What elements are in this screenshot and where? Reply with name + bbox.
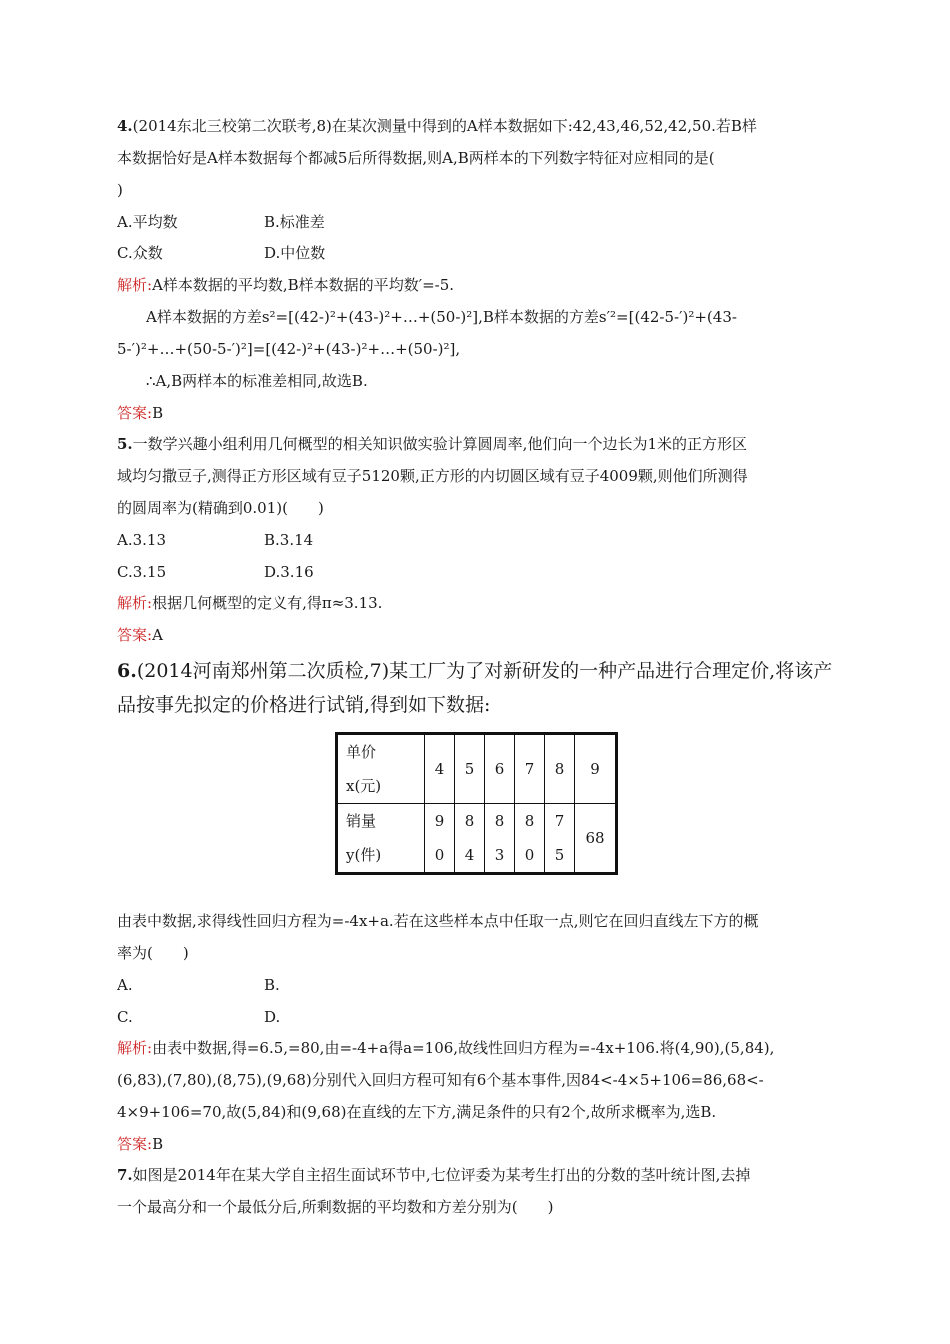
price-label: 单价 bbox=[346, 743, 377, 761]
q4-number: 4. bbox=[117, 117, 133, 135]
q4-stem-1: (2014东北三校第二次联考,8)在某次测量中得到的A样本数据如下:42,43,46,52,42,50.若B样 bbox=[132, 117, 757, 135]
q4-option-d: D.中位数 bbox=[264, 244, 326, 262]
digit-bottom: 4 bbox=[464, 846, 475, 864]
table-cell bbox=[485, 804, 515, 874]
q4-solution-1 bbox=[117, 275, 454, 295]
table-cell: 7 bbox=[515, 734, 545, 804]
q6-solution-text-1: 由表中数据,得=6.5,=80,由=-4+a得a=106,故线性回归方程为=-4x+106.将(4,90),(5,84), bbox=[152, 1039, 775, 1057]
q5-solution-text-1: 根据几何概型的定义有,得π≈3.13. bbox=[152, 594, 383, 612]
q6-solution-2: (6,83),(7,80),(8,75),(9,68)分别代入回归方程可知有6个基本事件,因84<-4×5+106=86,68<- bbox=[117, 1071, 764, 1089]
q5-line-1 bbox=[117, 434, 747, 454]
q5-stem-2: 域均匀撒豆子,测得正方形区域有豆子5120颗,正方形的内切圆区域有豆子4009颗,则他们所测得 bbox=[117, 467, 748, 485]
table-cell: 4 bbox=[425, 734, 455, 804]
q7-number: 7. bbox=[117, 1166, 133, 1184]
q6-option-a: A. bbox=[117, 976, 133, 994]
table-cell bbox=[455, 804, 485, 874]
table-cell: 5 bbox=[455, 734, 485, 804]
q4-answer bbox=[117, 403, 163, 423]
table-cell: 8 bbox=[545, 734, 575, 804]
q4-stem-3: ) bbox=[117, 181, 123, 199]
q6-stem-1: (2014河南郑州第二次质检,7)某工厂为了对新研发的一种产品进行合理定价,将该产 bbox=[136, 660, 833, 682]
q6-answer bbox=[117, 1134, 163, 1154]
q6-line-1 bbox=[117, 658, 832, 684]
q5-solution-label: 解析: bbox=[117, 594, 153, 612]
digit-top: 7 bbox=[554, 812, 565, 830]
digit-bottom: 0 bbox=[524, 846, 535, 864]
digit-top: 9 bbox=[434, 812, 445, 830]
q6-number: 6. bbox=[117, 660, 137, 682]
q6-option-c: C. bbox=[117, 1008, 133, 1026]
table-row bbox=[337, 804, 617, 874]
sales-label: 销量 bbox=[346, 812, 377, 830]
q6-answer-label: 答案: bbox=[117, 1135, 153, 1153]
table-cell bbox=[545, 804, 575, 874]
q5-option-c: C.3.15 bbox=[117, 563, 167, 581]
q4-solution-2: A样本数据的方差s²=[(42-)²+(43-)²+…+(50-)²],B样本数据的方差s′²=[(42-5-′)²+(43- bbox=[146, 308, 737, 326]
sales-unit-label: y(件) bbox=[346, 846, 382, 864]
table-cell: 9 bbox=[575, 734, 617, 804]
q6-stem-3: 由表中数据,求得线性回归方程为=-4x+a.若在这些样本点中任取一点,则它在回归直线左下方的概 bbox=[117, 912, 759, 930]
digit-top: 8 bbox=[464, 812, 475, 830]
q6-option-d: D. bbox=[264, 1008, 281, 1026]
q6-option-b: B. bbox=[264, 976, 280, 994]
q4-answer-label: 答案: bbox=[117, 404, 153, 422]
q6-solution-1 bbox=[117, 1038, 774, 1058]
table-cell bbox=[425, 804, 455, 874]
q5-answer-label: 答案: bbox=[117, 626, 153, 644]
q4-answer-value: B bbox=[152, 404, 164, 422]
q4-option-c: C.众数 bbox=[117, 244, 163, 262]
q5-answer bbox=[117, 625, 163, 645]
q5-answer-value: A bbox=[152, 626, 163, 644]
table-header-sales bbox=[337, 804, 425, 874]
q6-stem-4: 率为( ) bbox=[117, 944, 189, 962]
q7-stem-1: 如图是2014年在某大学自主招生面试环节中,七位评委为某考生打出的分数的茎叶统计图,去掉 bbox=[132, 1166, 751, 1184]
digit-top: 8 bbox=[494, 812, 505, 830]
q7-stem-2: 一个最高分和一个最低分后,所剩数据的平均数和方差分别为( ) bbox=[117, 1198, 554, 1216]
table-cell: 6 bbox=[485, 734, 515, 804]
q4-solution-text-1: A样本数据的平均数,B样本数据的平均数′=-5. bbox=[152, 276, 455, 294]
q6-solution-label: 解析: bbox=[117, 1039, 153, 1057]
q4-line-1 bbox=[117, 116, 757, 136]
q5-number: 5. bbox=[117, 435, 133, 453]
q5-stem-3: 的圆周率为(精确到0.01)( ) bbox=[117, 499, 324, 517]
digit-bottom: 0 bbox=[434, 846, 445, 864]
q6-solution-3: 4×9+106=70,故(5,84)和(9,68)在直线的左下方,满足条件的只有2个,故所求概率为,选B. bbox=[117, 1103, 717, 1121]
price-unit-label: x(元) bbox=[346, 777, 382, 795]
q7-line-1 bbox=[117, 1165, 750, 1185]
q5-option-b: B.3.14 bbox=[264, 531, 314, 549]
digit-bottom: 3 bbox=[494, 846, 505, 864]
q4-solution-label: 解析: bbox=[117, 276, 153, 294]
q4-solution-3: 5-′)²+…+(50-5-′)²]=[(42-)²+(43-)²+…+(50-)²], bbox=[117, 340, 461, 358]
q5-stem-1: 一数学兴趣小组利用几何概型的相关知识做实验计算圆周率,他们向一个边长为1米的正方形区 bbox=[132, 435, 747, 453]
q5-solution-1 bbox=[117, 593, 382, 613]
digit-top: 8 bbox=[524, 812, 535, 830]
q6-stem-2: 品按事先拟定的价格进行试销,得到如下数据: bbox=[117, 694, 491, 716]
table-header-price bbox=[337, 734, 425, 804]
q4-stem-2: 本数据恰好是A样本数据每个都减5后所得数据,则A,B两样本的下列数字特征对应相同的是( bbox=[117, 149, 715, 167]
q5-option-a: A.3.13 bbox=[117, 531, 166, 549]
q4-option-b: B.标准差 bbox=[264, 213, 325, 231]
q6-data-table bbox=[335, 732, 618, 875]
table-cell: 68 bbox=[575, 804, 617, 874]
digit-bottom: 5 bbox=[554, 846, 565, 864]
q4-option-a: A.平均数 bbox=[117, 213, 178, 231]
table-row bbox=[337, 734, 617, 804]
q5-option-d: D.3.16 bbox=[264, 563, 314, 581]
q4-solution-4: ∴A,B两样本的标准差相同,故选B. bbox=[146, 372, 368, 390]
q6-answer-value: B bbox=[152, 1135, 164, 1153]
table-cell bbox=[515, 804, 545, 874]
